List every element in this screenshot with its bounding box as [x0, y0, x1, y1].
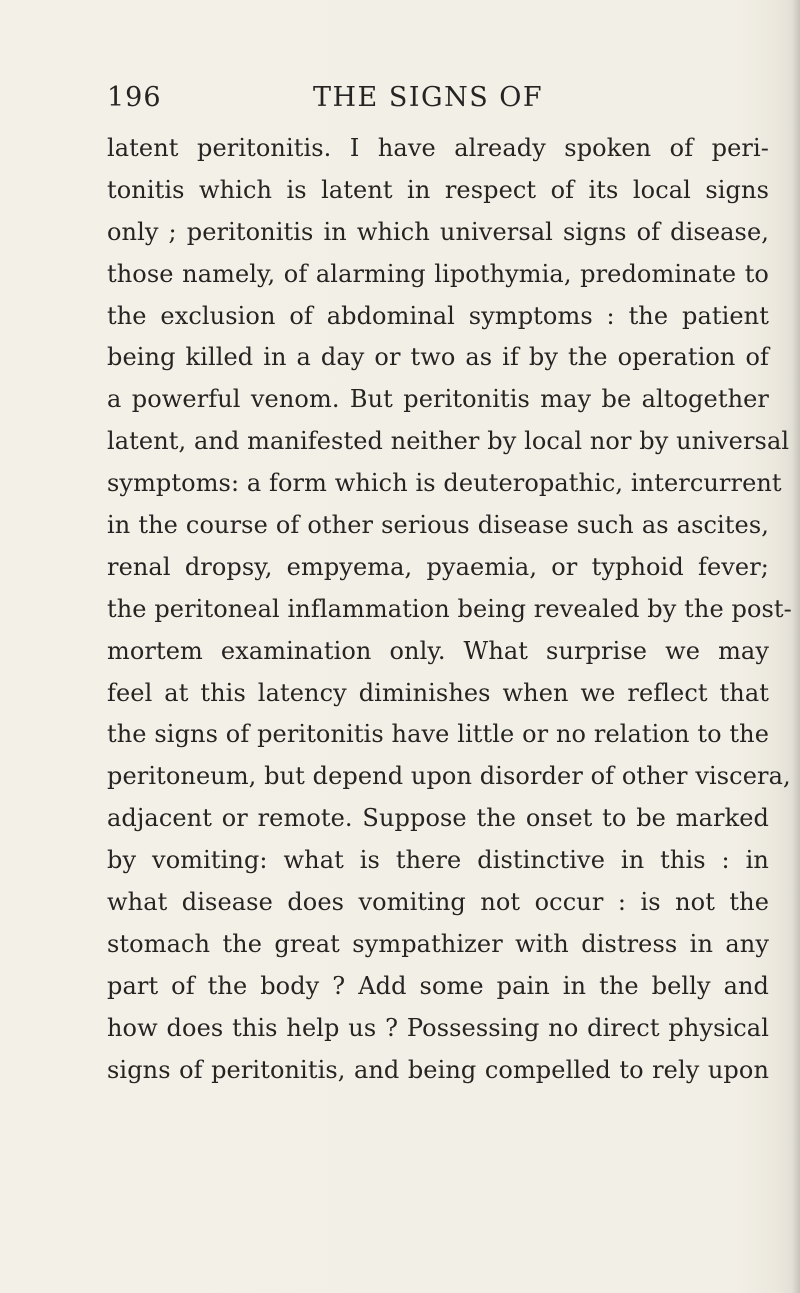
text-line: feel at this latency diminishes when we reflect that: [107, 678, 769, 707]
text-line: adjacent or remote. Suppose the onset to be marked: [107, 804, 769, 833]
text-line: those namely, of alarming lipothymia, predominate to: [107, 259, 769, 288]
text-line: mortem examination only. What surprise we may: [107, 636, 769, 665]
text-line: latent, and manifested neither by local nor by universal: [107, 427, 790, 456]
text-line: the peritoneal inflammation being revealed by the post-: [107, 594, 792, 623]
page-edge-shadow: [792, 0, 800, 1293]
text-line: in the course of other serious disease such as ascites,: [107, 511, 769, 540]
text-line: tonitis which is latent in respect of its local signs: [107, 175, 769, 204]
text-line: how does this help us ? Possessing no direct physical: [107, 1013, 769, 1042]
text-line: only ; peritonitis in which universal signs of disease,: [107, 217, 769, 246]
text-line: stomach the great sympathizer with distress in any: [107, 929, 769, 958]
running-title: THE SIGNS OF: [313, 82, 544, 113]
text-line: what disease does vomiting not occur : is not the: [107, 888, 769, 917]
text-line: latent peritonitis. I have already spoken of peri-: [107, 134, 769, 162]
text-line: signs of peritonitis, and being compelled to rely upon: [107, 1055, 769, 1084]
text-line: part of the body ? Add some pain in the belly and: [107, 971, 769, 1000]
body-text: [107, 128, 792, 1091]
running-head: [107, 82, 767, 122]
text-line: by vomiting: what is there distinctive in this : in: [107, 846, 769, 875]
page-number: 196: [107, 82, 162, 113]
text-line: renal dropsy, empyema, pyaemia, or typhoid fever;: [107, 552, 769, 581]
text-line: a powerful venom. But peritonitis may be altogether: [107, 385, 769, 414]
text-line: peritoneum, but depend upon disorder of other viscera,: [107, 762, 791, 791]
text-line: symptoms: a form which is deuteropathic, intercurrent: [107, 469, 782, 498]
text-line: being killed in a day or two as if by the operation of: [107, 343, 769, 372]
text-line: the exclusion of abdominal symptoms : the patient: [107, 301, 769, 330]
text-line: the signs of peritonitis have little or no relation to the: [107, 720, 769, 749]
